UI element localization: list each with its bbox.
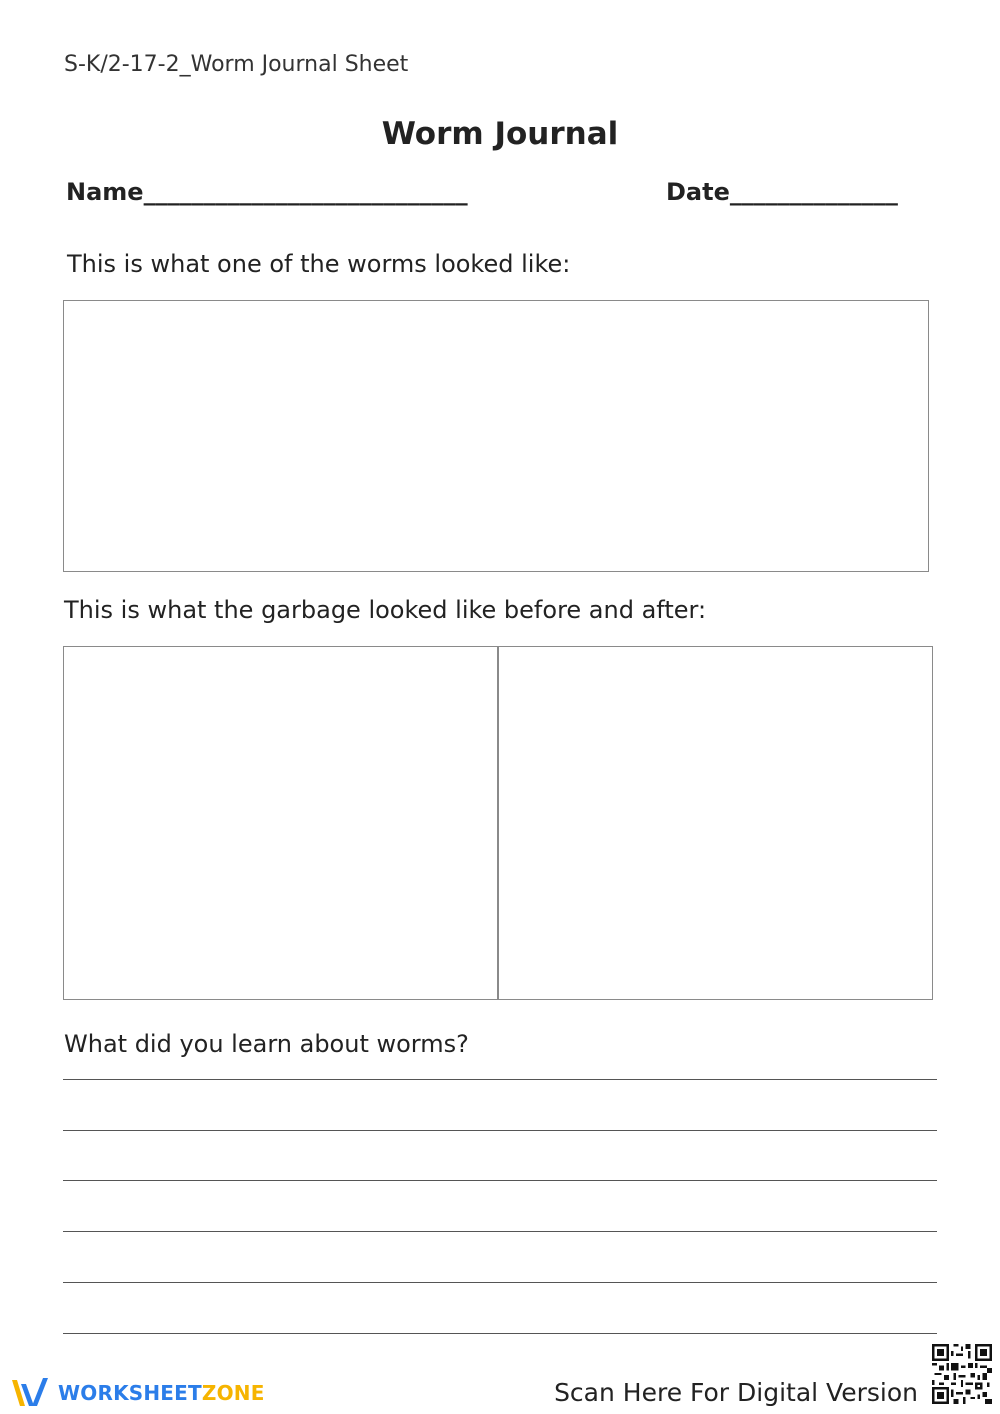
brand-name: WORKSHEETZONE (58, 1381, 265, 1405)
worksheet-code: S-K/2-17-2_Worm Journal Sheet (64, 52, 409, 77)
page-title: Worm Journal (381, 116, 619, 152)
worksheetzone-logo-icon (10, 1376, 50, 1410)
answer-line[interactable] (63, 1130, 937, 1131)
learn-prompt: What did you learn about worms? (64, 1030, 469, 1058)
garbage-after-box[interactable] (497, 646, 933, 1000)
name-field[interactable]: Name___________________________ (66, 178, 468, 206)
answer-line[interactable] (63, 1180, 937, 1181)
answer-line[interactable] (63, 1079, 937, 1080)
date-field[interactable]: Date______________ (666, 178, 898, 206)
brand-logo (10, 1373, 265, 1413)
worm-drawing-box[interactable] (63, 300, 929, 572)
garbage-prompt: This is what the garbage looked like before and after: (64, 596, 707, 624)
scan-text: Scan Here For Digital Version (554, 1378, 918, 1407)
garbage-before-box[interactable] (63, 646, 499, 1000)
answer-line[interactable] (63, 1282, 937, 1283)
qr-code-icon[interactable] (932, 1344, 992, 1404)
answer-line[interactable] (63, 1333, 937, 1334)
answer-line[interactable] (63, 1231, 937, 1232)
worm-prompt: This is what one of the worms looked like: (67, 250, 571, 278)
